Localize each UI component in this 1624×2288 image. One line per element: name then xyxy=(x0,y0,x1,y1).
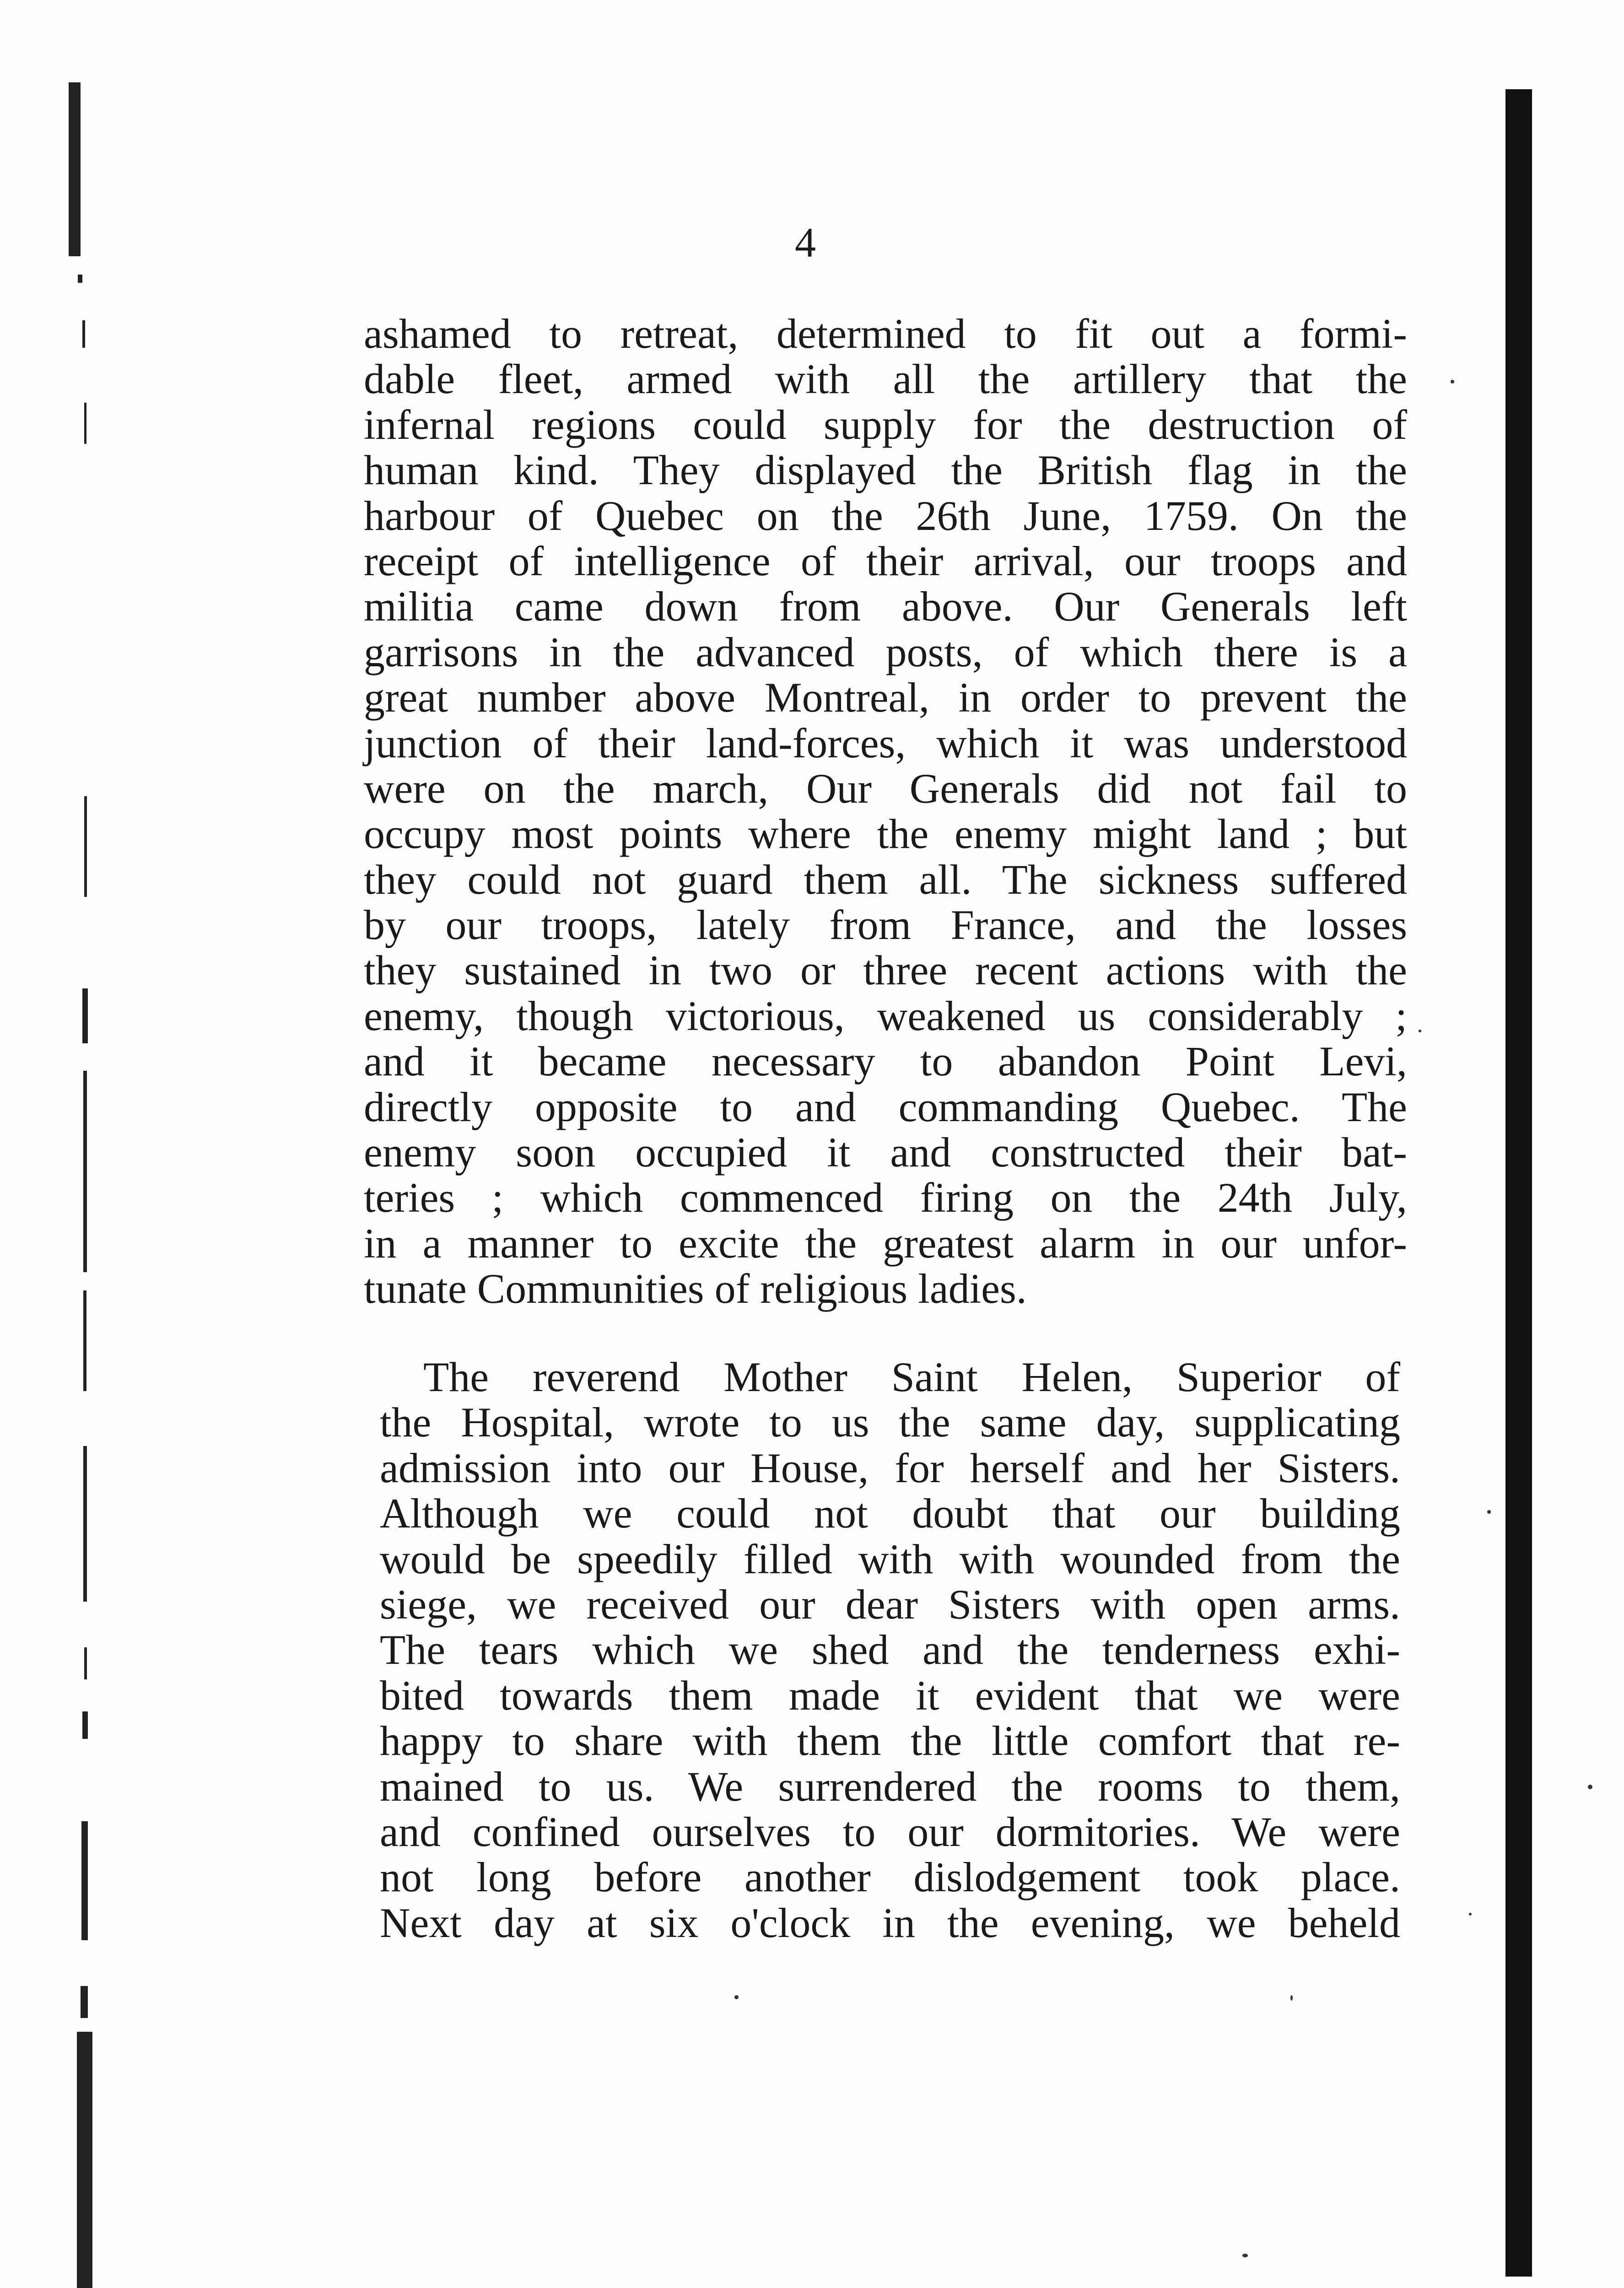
text-line: mained to us. We surrendered the rooms to them, xyxy=(380,1763,1400,1810)
text-line: occupy most points where the enemy might land ; but xyxy=(364,810,1407,858)
text-line: they sustained in two or three recent actions with the xyxy=(364,947,1407,994)
binding-edge-right xyxy=(1505,89,1532,2277)
text-line: the Hospital, wrote to us the same day, supplicating xyxy=(380,1399,1400,1446)
text-line: ashamed to retreat, determined to fit out a formi- xyxy=(364,310,1407,357)
text-line: and confined ourselves to our dormitories. We were xyxy=(380,1808,1400,1855)
text-line: in a manner to excite the greatest alarm in our unfor- xyxy=(364,1220,1407,1267)
text-line: receipt of intelligence of their arrival, our troops and xyxy=(364,537,1407,584)
text-line: Next day at six o'clock in the evening, we beheld xyxy=(380,1899,1400,1946)
text-line: admission into our House, for herself and her Sisters. xyxy=(380,1444,1400,1491)
paragraph-2 xyxy=(380,1354,1400,1946)
text-line: tunate Communities of religious ladies. xyxy=(364,1265,1027,1312)
paragraph-1 xyxy=(364,311,1407,1312)
text-line: bited towards them made it evident that we were xyxy=(380,1672,1400,1719)
text-line: siege, we received our dear Sisters with open arms. xyxy=(380,1581,1400,1628)
text-line: enemy soon occupied it and constructed their bat- xyxy=(364,1129,1407,1176)
text-line: great number above Montreal, in order to prevent the xyxy=(364,674,1407,721)
text-line: they could not guard them all. The sickness suffered xyxy=(364,856,1407,903)
text-line: infernal regions could supply for the destruction of xyxy=(364,401,1407,448)
text-line: were on the march, Our Generals did not fail to xyxy=(364,765,1407,812)
text-line: would be speedily filled with with wounded from the xyxy=(380,1535,1400,1582)
text-line: enemy, though victorious, weakened us considerably ; xyxy=(364,992,1407,1039)
text-line: by our troops, lately from France, and the losses xyxy=(364,901,1407,949)
text-line: dable fleet, armed with all the artillery that the xyxy=(364,356,1407,403)
text-line: The reverend Mother Saint Helen, Superior of xyxy=(423,1354,1400,1400)
text-line: militia came down from above. Our Generals left xyxy=(364,583,1407,630)
text-line: and it became necessary to abandon Point Levi, xyxy=(364,1038,1407,1085)
text-line: Although we could not doubt that our building xyxy=(380,1490,1400,1537)
text-line: directly opposite to and commanding Quebec. The xyxy=(364,1083,1407,1130)
text-line: harbour of Quebec on the 26th June, 1759. On the xyxy=(364,492,1407,539)
text-line: junction of their land-forces, which it was understood xyxy=(364,719,1407,766)
text-line: The tears which we shed and the tenderness exhi- xyxy=(380,1626,1400,1673)
text-line: happy to share with them the little comfort that re- xyxy=(380,1717,1400,1765)
text-line: garrisons in the advanced posts, of which there is a xyxy=(364,628,1407,675)
text-line: not long before another dislodgement took place. xyxy=(380,1854,1400,1901)
text-line: human kind. They displayed the British flag in the xyxy=(364,447,1407,494)
page-number: 4 xyxy=(795,219,816,266)
text-line: teries ; which commenced firing on the 24th July, xyxy=(364,1174,1407,1221)
binding-edge-left xyxy=(69,82,101,2270)
